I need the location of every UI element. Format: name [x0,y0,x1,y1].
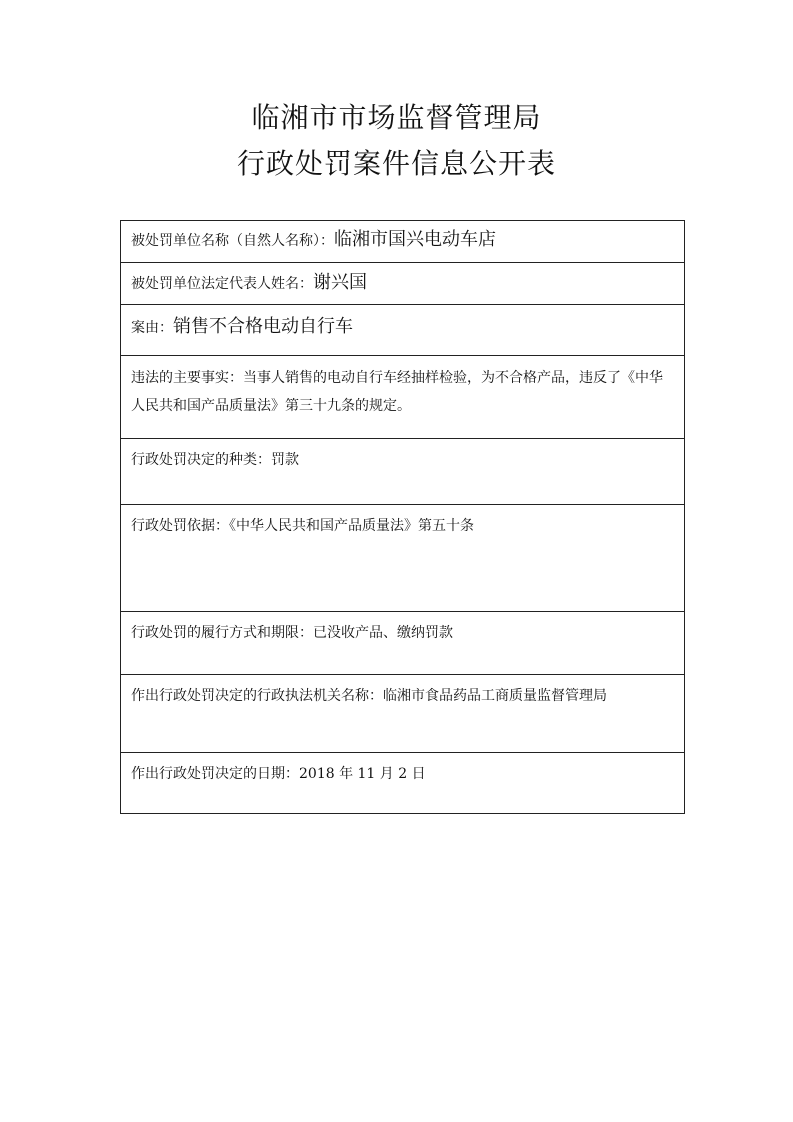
row-penalty-basis [121,504,684,611]
main-facts-label: 违法的主要事实： [131,370,243,386]
document-title [0,98,793,184]
performance-value: 已没收产品、缴纳罚款 [313,625,453,641]
enforcement-authority-label: 作出行政处罚决定的行政执法机关名称： [131,688,383,704]
title-form: 行政处罚案件信息公开表 [236,147,556,180]
main-facts-value: 当事人销售的电动自行车经抽样检验，为不合格产品，违反了《中华人民共和国产品质量法》第三十九条的规定。 [131,370,663,414]
row-main-facts [121,355,684,438]
decision-date-value: 2018 年 11 月 2 日 [299,766,426,782]
legal-representative-label: 被处罚单位法定代表人姓名： [131,276,313,292]
case-cause-value: 销售不合格电动自行车 [173,316,353,337]
row-decision-date [121,752,684,813]
penalized-unit-label: 被处罚单位名称（自然人名称）： [131,233,334,249]
penalized-unit-value: 临湘市国兴电动车店 [334,229,496,250]
case-cause-label: 案由： [131,320,173,336]
legal-representative-value: 谢兴国 [313,272,367,293]
row-performance [121,611,684,674]
title-agency: 临湘市市场监督管理局 [251,101,542,134]
row-penalized-unit [121,221,684,262]
penalty-type-value: 罚款 [271,452,299,468]
row-legal-representative [121,262,684,304]
penalty-info-table [120,220,685,814]
penalty-basis-label: 行政处罚依据： [131,518,229,534]
row-case-cause [121,304,684,355]
enforcement-authority-value: 临湘市食品药品工商质量监督管理局 [383,688,607,704]
penalty-basis-value: 《中华人民共和国产品质量法》第五十条 [229,518,474,534]
performance-label: 行政处罚的履行方式和期限： [131,625,313,641]
row-enforcement-authority [121,674,684,752]
decision-date-label: 作出行政处罚决定的日期： [131,766,299,782]
row-penalty-type [121,438,684,504]
penalty-type-label: 行政处罚决定的种类： [131,452,271,468]
